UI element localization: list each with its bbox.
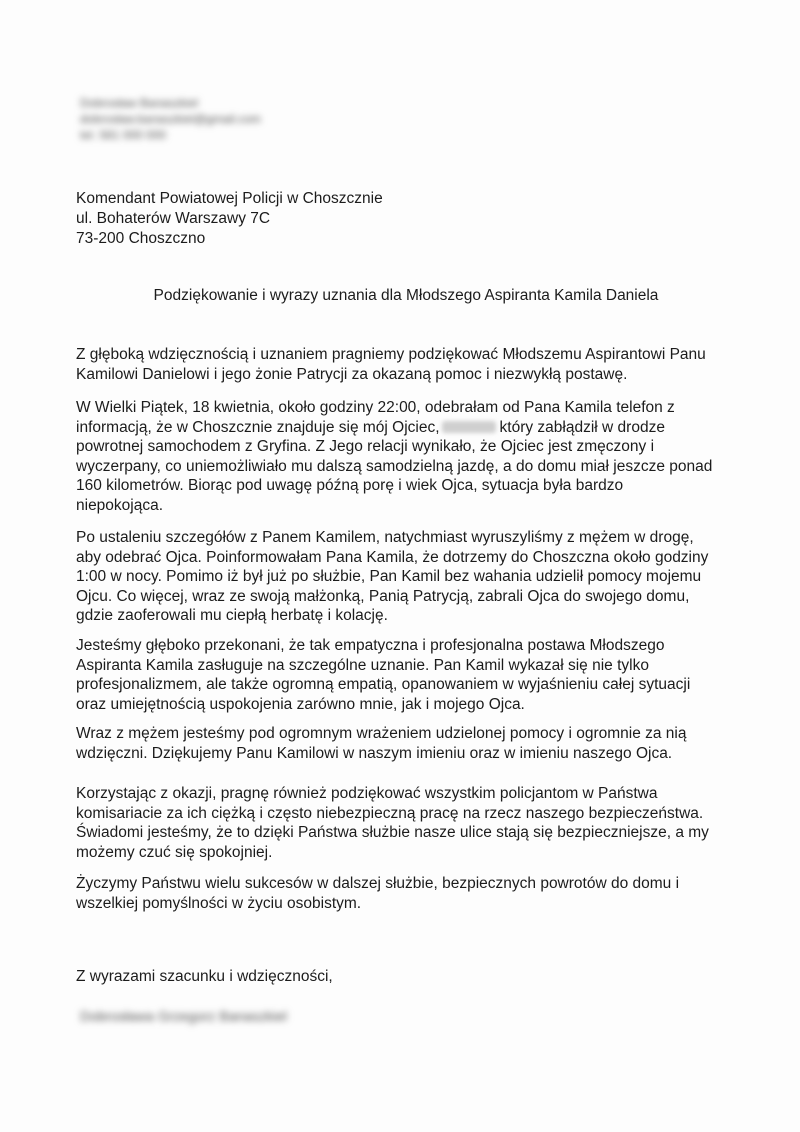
paragraph-line: oraz umiejętnością uspokojenia zarówno mnie, jak i mojego Ojca. <box>76 695 525 713</box>
sender-name: Dobrosław Banaszkiel <box>80 96 199 110</box>
paragraph-5 <box>76 724 736 763</box>
paragraph-line: aby odebrać Ojca. Poinformowałam Pana Kamila, że dotrzemy do Choszczna około godziny <box>76 548 709 566</box>
paragraph-2 <box>76 398 736 515</box>
paragraph-line: Jesteśmy głęboko przekonani, że tak empatyczna i profesjonalna postawa Młodszego <box>76 637 665 654</box>
paragraph-line: profesjonalizmem, ale także ogromną empatią, opanowaniem w wyjaśnieniu całej sytuacji <box>76 676 691 693</box>
paragraph-line: komisariacie za ich ciężką i często niebezpieczną pracę na rzecz naszego bezpieczeństwa. <box>76 804 704 822</box>
redacted-name <box>442 421 496 433</box>
paragraph-7 <box>76 874 736 913</box>
paragraph-4 <box>76 636 736 714</box>
paragraph-line: Kamilowi Danielowi i jego żonie Patrycji za okazaną pomoc i niezwykłą postawę. <box>76 365 628 383</box>
paragraph-line: Życzymy Państwu wielu sukcesów w dalszej służbie, bezpiecznych powrotów do domu i <box>76 875 680 892</box>
recipient-line-2: ul. Bohaterów Warszawy 7C <box>76 210 271 227</box>
recipient-line-3: 73-200 Choszczno <box>76 230 206 247</box>
recipient-address <box>76 189 383 249</box>
paragraph-line: Po ustaleniu szczegółów z Panem Kamilem, natychmiast wyruszyliśmy z mężem w drogę, <box>76 529 694 546</box>
paragraph-line: gdzie zaoferowali mu ciepłą herbatę i kolację. <box>76 607 388 624</box>
paragraph-line: wszelkiej pomyślności w życiu osobistym. <box>76 894 362 912</box>
paragraph-line: możemy czuć się spokojniej. <box>76 843 273 861</box>
signature: Dobrosława Grzegorz Banaszkiel <box>80 1008 287 1024</box>
sender-block <box>80 95 261 143</box>
paragraph-line <box>76 418 736 438</box>
letter-subject: Podziękowanie i wyrazy uznania dla Młodszego Aspiranta Kamila Daniela <box>153 287 659 304</box>
paragraph-line: wyczerpany, co uniemożliwiało mu dalszą samodzielną jazdę, a do domu miał jeszcze ponad <box>76 457 713 475</box>
sender-phone: tel. 581 000 000 <box>80 128 167 142</box>
recipient-line-1: Komendant Powiatowej Policji w Choszcznie <box>76 190 383 207</box>
closing-phrase: Z wyrazami szacunku i wdzięczności, <box>76 968 333 985</box>
paragraph-line: Wraz z mężem jesteśmy pod ogromnym wrażeniem udzielonej pomocy i ogromnie za nią <box>76 725 687 742</box>
paragraph-3 <box>76 528 736 626</box>
paragraph-line: Ojcu. Co więcej, wraz ze swoją małżonką, Panią Patrycją, zabrali Ojca do swojego domu, <box>76 587 690 605</box>
paragraph-line: powrotnej samochodem z Gryfina. Z Jego relacji wynikało, że Ojciec jest zmęczony i <box>76 438 655 455</box>
paragraph-line: niepokojąca. <box>76 496 164 514</box>
paragraph-line-part: informacją, że w Choszcznie znajduje się mój Ojciec, <box>76 418 440 436</box>
paragraph-line: Z głęboką wdzięcznością i uznaniem pragniemy podziękować Młodszemu Aspirantowi Panu <box>76 346 706 363</box>
paragraph-line-part: który zabłądził w drodze <box>499 418 665 436</box>
paragraph-line: W Wielki Piątek, 18 kwietnia, około godziny 22:00, odebrałam od Pana Kamila telefon z <box>76 399 675 416</box>
paragraph-line: wdzięczni. Dziękujemy Panu Kamilowi w naszym imieniu oraz w imieniu naszego Ojca. <box>76 744 673 762</box>
paragraph-line: Świadomi jesteśmy, że to dzięki Państwa służbie nasze ulice stają się bezpieczniejsze, a my <box>76 824 709 841</box>
paragraph-line: 160 kilometrów. Biorąc pod uwagę późną porę i wiek Ojca, sytuacja była bardzo <box>76 477 624 494</box>
sender-email: dobrosław.banaszkiel@gmail.com <box>80 112 261 126</box>
paragraph-6 <box>76 784 736 862</box>
paragraph-line: 1:00 w nocy. Pomimo iż był już po służbie, Pan Kamil bez wahania udzielił pomocy mojemu <box>76 568 702 585</box>
paragraph-line: Korzystając z okazji, pragnę również podziękować wszystkim policjantom w Państwa <box>76 785 658 802</box>
paragraph-1 <box>76 345 736 384</box>
paragraph-line: Aspiranta Kamila zasługuje na szczególne uznanie. Pan Kamil wykazał się nie tylko <box>76 656 649 674</box>
